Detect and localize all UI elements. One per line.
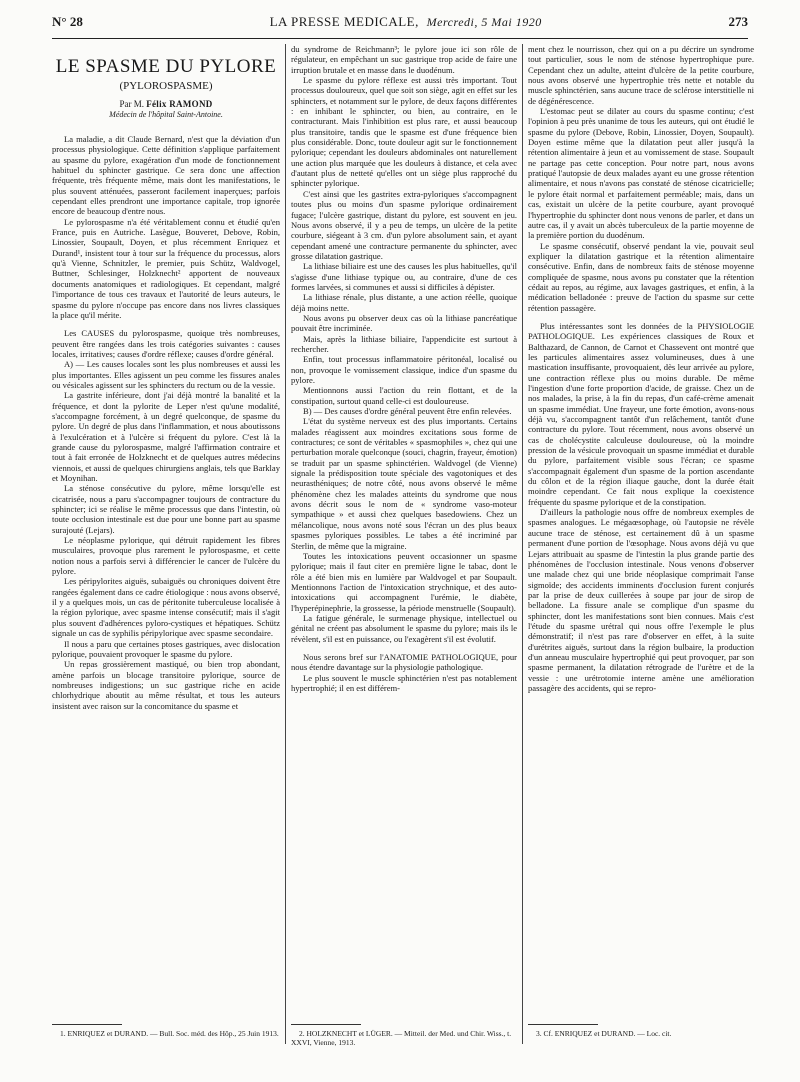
column-1 (52, 44, 280, 711)
paragraph: C'est ainsi que les gastrites extra-pyloriques s'accompagnent toutes plus ou moins d'un spasme pylorique ordinairement fugace; l'ulcère gastrique, distant du pylore, est souvent en jeu. Nous avons observé, il y a peu de temps, un ulcère de la petite courbure, siégeant à 3 cm. d'un pylore absolument sain, et ayant cependant amené une contracture permanente du sphincter, avec grosse dilatation gastrique. (291, 188, 517, 261)
paragraph: La gastrite inférieure, dont j'ai déjà montré la banalité et la fréquence, et dont la pylorite de Leper n'est qu'une modalité, s'accompagne forcément, à un degré quelconque, de spasme du pylore. Un degré de plus dans l'inflammation, et nous aboutissons à l'exulcération et à l'ulcère si fréquent du pylore. C'est là la grande cause du pylorospasme, malgré l'affirmation contraire et tout à fait erronée de Holzknecht et de quelques autres médecins viennois, et aussi de quelques chirurgiens anglais, tels que Barklay et Moynihan. (52, 390, 280, 483)
paragraph: Le spasme consécutif, observé pendant la vie, pouvait seul expliquer la dilatation gastrique et la rétention alimentaire consécutive. Enfin, dans de nombreux faits de sténose moyenne compliquée de spasme, nous avons pu constater que la rétention cédait au repos, au régime, aux lavages gastriques, et enfin, à la médication belladonée : preuve de l'action du spasme sur cette rétention passagère. (528, 240, 754, 313)
issue-date: Mercredi, 5 Mai 1920 (426, 15, 542, 29)
page-number: 273 (728, 14, 748, 29)
byline-prefix: Par M. (119, 99, 144, 109)
column-2 (291, 44, 517, 693)
article-subtitle: (PYLOROSPASME) (119, 80, 213, 92)
paragraph: Les péripylorites aiguës, subaiguës ou chroniques doivent être rangées également dans ce cadre étiologique : nous avons observé, il y a quelques mois, un cas de péritonite tuberculeuse localisée à la région pylorique, avec spasme intense consécutif; mais il s'agit plus souvent d'adhérences pyloro-cystiques et hépatiques. Schütz signale un cas de syphilis péripylorique avec spasme secondaire. (52, 576, 280, 639)
footnote: 3. Cf. ENRIQUEZ et DURAND. — Loc. cit. (536, 1029, 672, 1038)
footnote: 2. HOLZKNECHT et LÜGER. — Mitteil. der Med. und Chir. Wiss., t. XXVI, Vienne, 1913. (291, 1029, 512, 1047)
article-title: LE SPASME DU PYLORE (55, 56, 277, 77)
column-divider-2 (522, 44, 523, 1044)
paragraph: ment chez le nourrisson, chez qui on a pu décrire un syndrome tout particulier, sous le nom de sténose hypertrophique pure. Cependant chez un adulte, atteint d'ulcère de la petite courbure, nous avons observé une hypertrophie très nette et notable du muscle sphinctérien, sans aucune trace de sclérose interstitielle ni de dégénérescence. (528, 44, 754, 106)
footnote-rule (52, 1024, 122, 1025)
paragraph: Un repas grossièrement mastiqué, ou bien trop abondant, amène parfois un blocage transitoire pylorique, source de nombreuses indigestions; un suc gastrique riche en acide chlorhydrique aboutit au même résultat, et tous les auteurs insistent avec raison sur la concomitance du spasme et (52, 659, 280, 711)
paragraph: D'ailleurs la pathologie nous offre de nombreux exemples de spasmes analogues. Le mégaœsophage, où l'autopsie ne révèle aucune trace de sténose, est certainement dû à un spasme permanent d'une portion de l'œsophage. Nous avons déjà vu que Lejars attribuait au spasme de l'intestin la plus grande partie des phénomènes de l'occlusion intestinale. Nous venons d'observer une malade chez qui une bride néoplasique comprimait l'anse sigmoïde; des accidents imminents d'occlusion furent conjurés par la prise de deux cuillerées à soupe par jour de sirop de belladone. La fissure anale se complique d'un spasme du sphincter, dont les manifestations sont bien connues. Mais c'est l'étude du spasme urétral qui nous offre l'exemple le plus démonstratif; il n'est pas rare d'observer en effet, à la suite d'urétrites aiguës, surtout dans la région bulbaire, la production d'un anneau musculaire hypertrophié qui peut provoquer, par son spasme permanent, la dilatation rétrograde de l'urètre et de la vessie : une urétrotomie interne amène une amélioration passagère des accidents, qui se repro- (528, 507, 754, 693)
paragraph: Enfin, tout processus inflammatoire péritonéal, localisé ou non, provoque le vomissement classique, indice d'un spasme du pylore. (291, 354, 517, 385)
footnote-rule (291, 1024, 361, 1025)
footnote: 1. ENRIQUEZ et DURAND. — Bull. Soc. méd. des Hôp., 25 Juin 1913. (60, 1029, 279, 1038)
paragraph: Mentionnons aussi l'action du rein flottant, et de la constipation, surtout quand celle-ci est douloureuse. (291, 385, 517, 406)
byline (52, 99, 280, 110)
author-affiliation: Médecin de l'hôpital Saint-Antoine. (109, 110, 223, 119)
paragraph: Nous avons pu observer deux cas où la lithiase pancréatique pouvait être incriminée. (291, 312, 517, 334)
paragraph: B) — Des causes d'ordre général peuvent être enfin relevées. (303, 406, 512, 417)
paragraph: La lithiase rénale, plus distante, a une action réelle, quoique déjà moins nette. (291, 292, 517, 313)
paragraph: Plus intéressantes sont les données de la PHYSIOLOGIE PATHOLOGIQUE. Les expériences classiques de Roux et Balthazard, de Cannon, de Carnot et Chassevent ont montré que les particules alimentaires assez volumineuses, dues à une mastication insuffisante, provoquaient, dès leur arrivée au pylore, une contraction réflexe plus ou moins durable. De même l'ingestion d'une forte proportion d'acide, de graisse. Chez un de nos malades, la prise, à la fin du repas, d'un café-crème amenait un spasme immédiat. Une frayeur, une forte émotion, avons-nous déjà vu, s'accompagnent tantôt d'un relâchement, tantôt d'une contracture du pylore. Tout récemment, nous avons observé un cas de cholécystite calculeuse douloureuse, où la moindre pression de la vésicule provoquait un spasme immédiat et durable du pylore, parfaitement visible sous l'écran; ce spasme s'accompagnait également d'un spasme de la portion ascendante du côlon et de la région iliaque gauche, dont la durée était moindre cependant. Ce fait nous explique la coexistence fréquente du spasme pylorique et de la constipation. (528, 320, 754, 507)
header-rule (52, 38, 748, 39)
paragraph: Le pylorospasme n'a été véritablement connu et étudié qu'en France, puis en Autriche. Lasègue, Bouveret, Debove, Robin, Linossier, Soupault, Doyen, et plus récemment Enriquez et Durand¹, insistent tour à tour sur la fréquence du processus, alors qu'à Vienne, Schnitzler, le premier, puis Schütz, Waldvogel, Buttner, Schlesinger, Holzknecht² apportent de nouveaux documents anatomiques et radiologiques. Et cependant, malgré l'importance de tous ces travaux et l'autorité de leurs auteurs, le spasme du pylore n'occupe pas encore dans nos livres classiques la place qu'il mérite. (52, 216, 280, 320)
paragraph: La fatigue générale, le surmenage physique, intellectuel ou génital ne créent pas absolument le spasme du pylore; mais ils le révèlent, s'il est en puissance, ou l'exagèrent s'il est évolutif. (291, 612, 517, 644)
issue-number: N° 28 (52, 14, 83, 29)
paragraph: La maladie, a dit Claude Bernard, n'est que la déviation d'un processus physiologique. Cette définition s'applique parfaitement au spasme du pylore, exagération d'un mode de fonctionnement habituel du sphincter gastrique. Ce sera donc une affection fréquente, très fréquente même, mais dont les manifestations, le plus souvent atténuées, passeront facilement inaperçues; parfois cependant elles prendront une importance capitale, trop ignorée encore de beaucoup d'entre nous. (52, 134, 280, 217)
paragraph: Toutes les intoxications peuvent occasionner un spasme pylorique; mais il faut citer en première ligne le tabac, dont le rôle a été bien mis en lumière par Waldvogel et par Soupault. Mentionnons l'action de l'intoxication strychnique, et des auto-intoxications qui accompagnent l'urémie, le diabète, l'hyperépinephrie, la grossesse, la période menstruelle (Soupault). (291, 550, 517, 613)
paragraph: L'état du système nerveux est des plus importants. Certains malades réagissent aux moindres excitations sous forme de contractures; ce sont de véritables « spasmophiles », chez qui une perturbation morale quelconque (souci, chagrin, frayeur, émotion) se traduit par un spasme sphinctérien. Waldvogel (de Vienne) signale la prédisposition toute spéciale des vagotoniques et des neurasthéniques; de notre côté, nous avons observé le même phénomène chez les malades atteints du syndrome que nous avons décrit sous le nom de « syndrome vaso-moteur sympathique » et aussi chez quelques basedowiens. Chez un mélancolique, nous avons noté sous l'écran un des plus beaux spasmes pyloriques possibles. Le tabes a été incriminé par Sterlin, de même que la migraine. (291, 416, 517, 551)
paragraph: Le spasme du pylore réflexe est aussi très important. Tout processus douloureux, quel que soit son siège, agit en effet sur les sphincters, et notamment sur le pylore, de deux façons différentes : en inhibant le sphincter, ou bien, au contraire, en le contracturant. Mais l'inhibition est plus rare, et aussi beaucoup plus transitoire, tandis que le spasme est d'une fréquence bien plus considérable. Donc, toute douleur agit sur le fonctionnement pylorique; cependant les douleurs abdominales ont naturellement une action plus marquée que les douleurs à distance, et cela avec d'autant plus de netteté qu'elles ont un siège plus rapproché du sphincter pylorique. (291, 75, 517, 189)
paragraph: La lithiase biliaire est une des causes les plus habituelles, qu'il s'agisse d'une lithiase typique ou, au contraire, d'une de ces formes larvées, si communes et aussi si difficiles à dépister. (291, 261, 517, 292)
column-3 (528, 44, 754, 693)
journal-name: LA PRESSE MEDICALE, (269, 14, 419, 29)
paragraph: La sténose consécutive du pylore, même lorsqu'elle est cicatrisée, nous a paru s'accompagner toujours de contracture du sphincter; ici se réalise le même processus que dans l'intestin, où toute occlusion intestinale est due pour une bonne part au spasme surajouté (Lejars). (52, 483, 280, 535)
paragraph: L'estomac peut se dilater au cours du spasme continu; c'est l'opinion à peu près unanime de tous les auteurs, qui ont étudié le spasme du pylore (Debove, Robin, Linossier, Doyen, Soupault). Doyen estime même que la dilatation peut aller jusqu'à la rétention alimentaire à jeun et au vomissement de stase. Soupault ne partage pas cette conception. Pour notre part, nous avons pratiqué l'autopsie de deux malades ayant eu une grosse rétention alimentaire, et nous n'avons pas constaté de sténose cicatricielle; le pylore était normal et parfaitement perméable; mais, dans un cas, existait un ulcère de la petite courbure, ayant provoqué l'hypertrophie du sphincter dont nous venons de parler, et dans un autre cas, il y avait un abcès tuberculeux de la partie moyenne de la première portion du duodénum. (528, 106, 754, 241)
footnote-block-2 (291, 1016, 517, 1047)
column-divider-1 (285, 44, 286, 1044)
journal-title-line (270, 14, 542, 30)
paragraph: du syndrome de Reichmann³; le pylore joue ici son rôle de régulateur, en empêchant un suc gastrique trop acide de faire une irruption brutale et en masse dans le duodénum. (291, 44, 517, 75)
running-header (52, 14, 748, 38)
paragraph: Nous serons bref sur l'ANATOMIE PATHOLOGIQUE, pour nous étendre davantage sur la physiologie pathologique. (291, 651, 517, 673)
paragraph: Le plus souvent le muscle sphinctérien n'est pas notablement hypertrophié; il en est différem- (291, 672, 517, 693)
paragraph: A) — Les causes locales sont les plus nombreuses et aussi les plus importantes. Elles agissent un peu comme les fissures anales ou vésicales agissent sur les sphincters du rectum ou de la vessie. (52, 359, 280, 390)
paragraph: Les CAUSES du pylorospasme, quoique très nombreuses, peuvent être rangées dans les trois catégories suivantes : causes locales, irritatives; causes d'ordre réflexe; causes d'ordre général. (52, 328, 280, 359)
footnote-rule (528, 1024, 598, 1025)
author-name: Félix RAMOND (146, 99, 213, 109)
footnote-block-1 (52, 1016, 280, 1038)
footnote-block-3 (528, 1016, 754, 1038)
paragraph: Il nous a paru que certaines ptoses gastriques, avec dislocation pylorique, pouvaient provoquer le spasme du pylore. (52, 638, 280, 659)
paragraph: Le néoplasme pylorique, qui détruit rapidement les fibres musculaires, provoque plus rarement le pylorospasme, et cette notion nous a parfois servi à différencier le cancer de l'ulcère du pylore. (52, 535, 280, 577)
paragraph: Mais, après la lithiase biliaire, l'appendicite est surtout à rechercher. (291, 333, 517, 354)
